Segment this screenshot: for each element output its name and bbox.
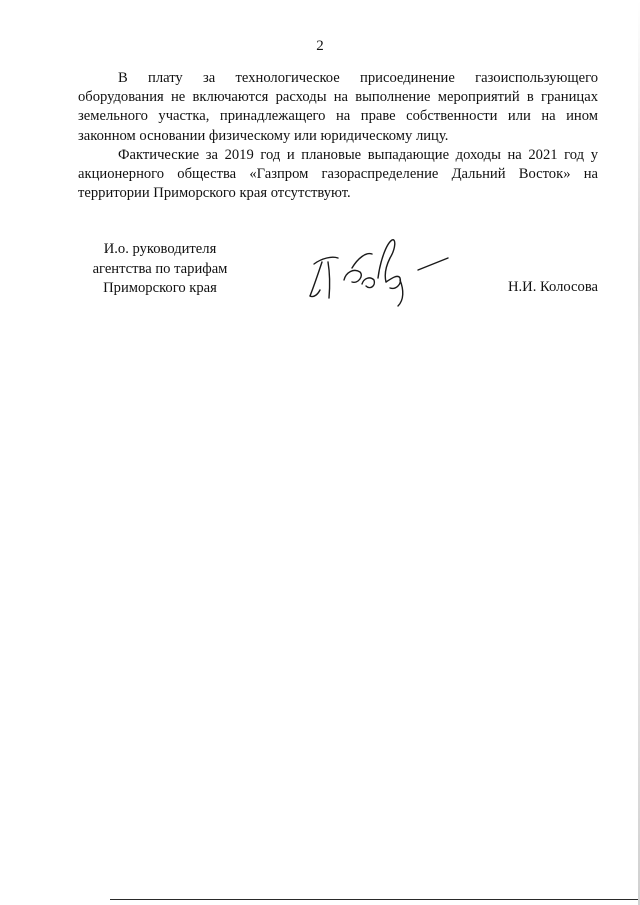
paragraph-connection-fee: В плату за технологическое присоединение газоиспользующего оборудования не включаются расходы на выполнение мероприятий в границах земельного участка, принадлежащего на праве собственности или на ином законном основании физическому или юридическому лицу.: [78, 70, 598, 144]
signatory-title-line: И.о. руководителя: [103, 241, 217, 257]
signatory-title: [60, 240, 260, 299]
scan-artifact-line: [110, 899, 640, 900]
signatory-title-line: агентства по тарифам: [92, 260, 228, 277]
paragraph-revenue: Фактические за 2019 год и плановые выпадающие доходы на 2021 год у акционерного общества «Газпром газораспределение Дальний Восток» на территории Приморского края отсутствуют.: [78, 146, 598, 202]
handwritten-signature: [300, 228, 460, 308]
page-number: 2: [316, 38, 324, 54]
signatory-title-line: Приморского края: [103, 280, 217, 296]
signer-name: Н.И. Колосова: [507, 279, 598, 295]
document-body: [78, 69, 598, 203]
